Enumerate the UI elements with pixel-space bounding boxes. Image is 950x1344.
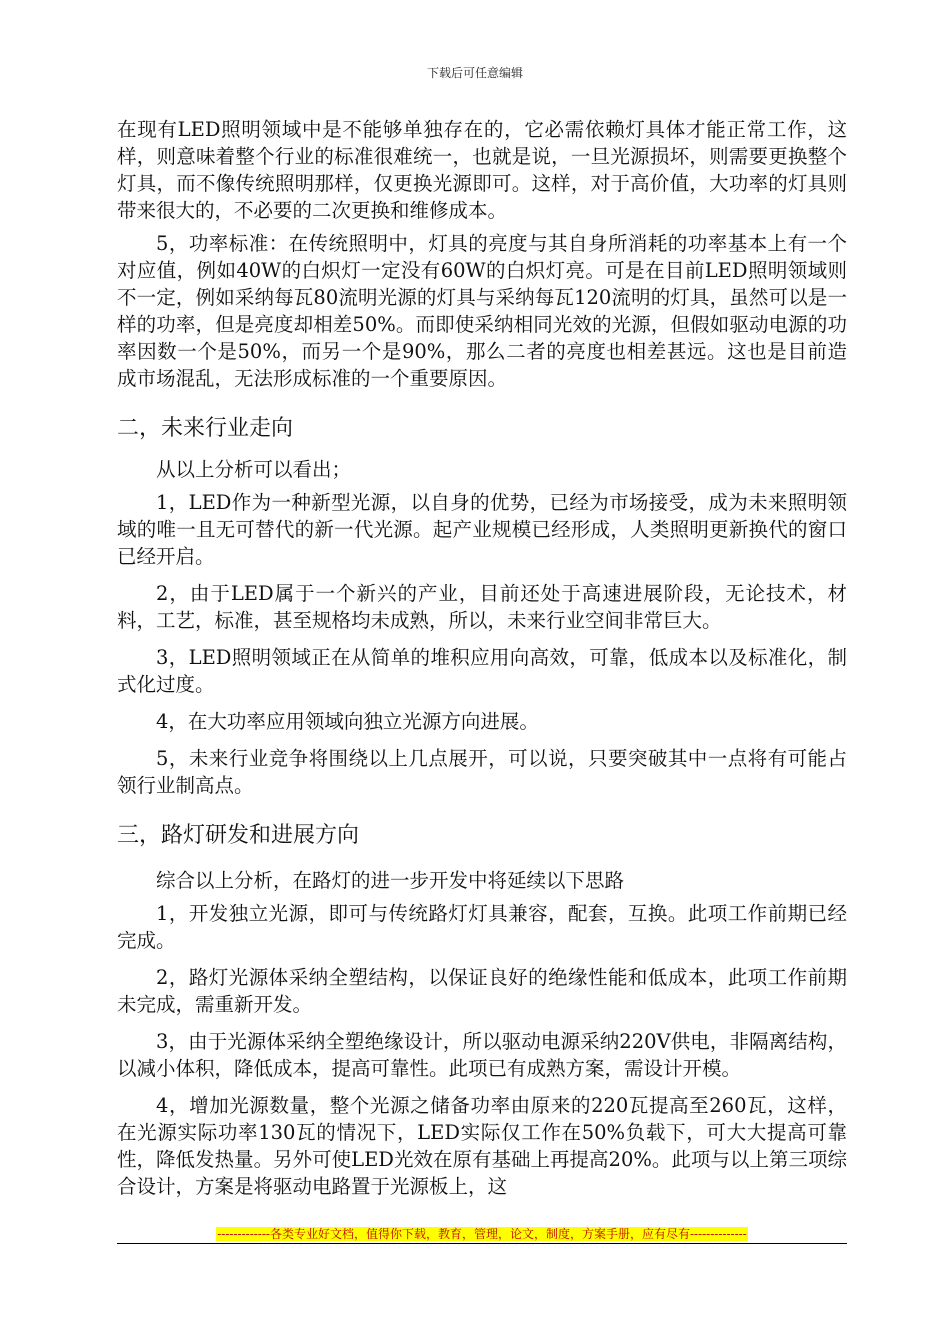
- section-heading-future-trend: 二，未来行业走向: [117, 416, 294, 441]
- document-body: [117, 116, 847, 1200]
- section-heading-streetlight: 三，路灯研发和进展方向: [117, 823, 360, 848]
- section3-intro: 综合以上分析，在路灯的进一步开发中将延续以下思路: [156, 869, 625, 892]
- paragraph-power-standard: 5，功率标准：在传统照明中，灯具的亮度与其自身所消耗的功率基本上有一个对应值，例如40W的白炽灯一定没有60W的白炽灯亮。可是在目前LED照明领域则不一定，例如采纳每瓦80流明光源的灯具与采纳每瓦120流明的灯具，虽然可以是一样的功率，但是亮度却相差50%。而即使采纳相同光效的光源，但假如驱动电源的功率因数一个是50%，而另一个是90%，那么二者的亮度也相差甚远。这也是目前造成市场混乱，无法形成标准的一个重要原因。: [117, 232, 847, 390]
- section3-item-2: 2，路灯光源体采纳全塑结构，以保证良好的绝缘性能和低成本，此项工作前期未完成，需重新开发。: [117, 966, 847, 1016]
- section2-item-2: 2，由于LED属于一个新兴的产业，目前还处于高速进展阶段，无论技术，材料，工艺，标准，甚至规格均未成熟，所以，未来行业空间非常巨大。: [117, 582, 847, 632]
- section2-item-5: 5，未来行业竞争将围绕以上几点展开，可以说，只要突破其中一点将有可能占领行业制高点。: [117, 747, 847, 797]
- footer-divider: [117, 1243, 847, 1244]
- section3-item-4: 4，增加光源数量，整个光源之储备功率由原来的220瓦提高至260瓦，这样，在光源实际功率130瓦的情况下，LED实际仅工作在50%负载下，可大大提高可靠性，降低发热量。另外可使LED光效在原有基础上再提高20%。此项与以上第三项综合设计，方案是将驱动电路置于光源板上，这: [117, 1094, 847, 1198]
- section2-item-4: 4，在大功率应用领域向独立光源方向进展。: [156, 710, 539, 733]
- page-header: 下载后可任意编辑: [426, 66, 523, 80]
- page-footer: [117, 1223, 847, 1242]
- footer-banner-text: -------------各类专业好文档，值得你下载，教育，管理，论文，制度，方案手册，应有尽有--------------: [217, 1227, 747, 1241]
- section2-item-1: 1，LED作为一种新型光源，以自身的优势，已经为市场接受，成为未来照明领域的唯一且无可替代的新一代光源。起产业规模已经形成，人类照明更新换代的窗口已经开启。: [117, 491, 847, 568]
- section3-item-1: 1，开发独立光源，即可与传统路灯灯具兼容，配套，互换。此项工作前期已经完成。: [117, 902, 847, 952]
- section2-item-3: 3，LED照明领域正在从简单的堆积应用向高效，可靠，低成本以及标准化，制式化过度。: [117, 646, 847, 696]
- section3-item-3: 3，由于光源体采纳全塑绝缘设计，所以驱动电源采纳220V供电，非隔离结构，以减小体积，降低成本，提高可靠性。此项已有成熟方案，需设计开模。: [117, 1030, 847, 1080]
- section2-intro: 从以上分析可以看出；: [156, 458, 352, 481]
- paragraph-continuation: 在现有LED照明领域中是不能够单独存在的，它必需依赖灯具体才能正常工作，这样，则意味着整个行业的标准很难统一，也就是说，一旦光源损坏，则需要更换整个灯具，而不像传统照明那样，仅更换光源即可。这样，对于高价值，大功率的灯具则带来很大的，不必要的二次更换和维修成本。: [117, 118, 847, 222]
